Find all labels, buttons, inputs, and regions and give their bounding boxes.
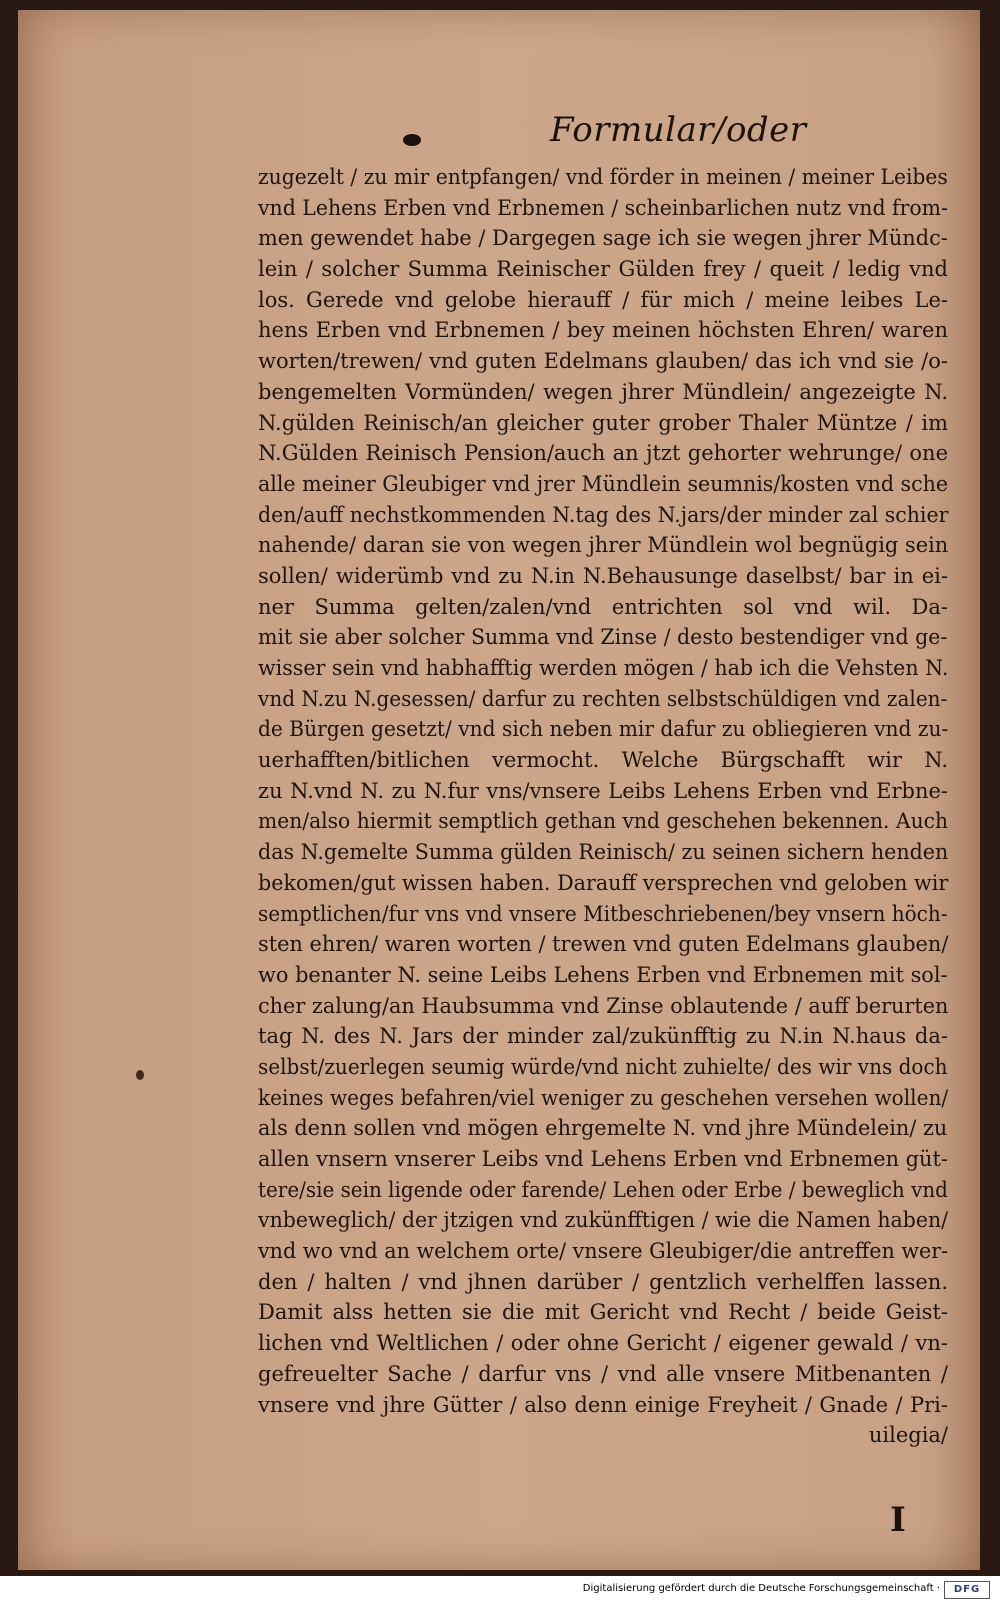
footer-bar bbox=[0, 1576, 1000, 1604]
text-line: den / halten / vnd jhnen darüber / gentzlich verhelffen lassen. bbox=[258, 1269, 948, 1294]
text-line: den/auff nechstkommenden N.tag des N.jars/der minder zal schier bbox=[258, 502, 949, 527]
text-line: selbst/zuerlegen seumig würde/vnd nicht zuhielte/ des wir vns doch bbox=[258, 1054, 948, 1079]
catchword: I bbox=[890, 1500, 906, 1540]
text-line: tere/sie sein ligende oder farende/ Lehen oder Erbe / beweglich vnd bbox=[258, 1177, 948, 1202]
text-line: allen vnsern vnserer Leibs vnd Lehens Erben vnd Erbnemen güt- bbox=[258, 1147, 948, 1171]
text-line: worten/trewen/ vnd guten Edelmans glauben/ das ich vnd sie /o- bbox=[258, 349, 948, 374]
funding-credit: Digitalisierung gefördert durch die Deutsche Forschungsgemeinschaft · bbox=[582, 1583, 940, 1594]
text-line: bengemelten Vormünden/ wegen jhrer Mündlein/ angezeigte N. bbox=[258, 379, 948, 404]
text-line: men gewendet habe / Dargegen sage ich sie wegen jhrer Mündc- bbox=[258, 226, 948, 251]
text-line: sten ehren/ waren worten / trewen vnd guten Edelmans glauben/ bbox=[258, 932, 949, 957]
text-line: gefreuelter Sache / darfur vns / vnd alle vnsere Mitbenanten / bbox=[258, 1361, 948, 1386]
text-line: lein / solcher Summa Reinischer Gülden frey / queit / ledig vnd bbox=[258, 257, 948, 282]
text-line: N.gülden Reinisch/an gleicher guter grober Thaler Müntze / im bbox=[258, 410, 948, 435]
text-line: als denn sollen vnd mögen ehrgemelte N. vnd jhre Mündelein/ zu bbox=[258, 1116, 948, 1141]
text-line: wo benanter N. seine Leibs Lehens Erben vnd Erbnemen mit sol- bbox=[258, 962, 948, 987]
text-line: bekomen/gut wissen haben. Darauff versprechen vnd geloben wir bbox=[258, 870, 949, 895]
text-line: wisser sein vnd habhafftig werden mögen / hab ich die Vehsten N. bbox=[258, 656, 949, 680]
body-text bbox=[258, 162, 948, 1451]
text-line: tag N. des N. Jars der minder zal/zukünfftig zu N.in N.haus da- bbox=[258, 1024, 948, 1049]
text-line: Damit alss hetten sie die mit Gericht vnd Recht / beide Geist- bbox=[258, 1300, 948, 1325]
text-line: semptlichen/fur vns vnd vnsere Mitbeschriebenen/bey vnsern höch- bbox=[258, 901, 948, 926]
text-line: hens Erben vnd Erbnemen / bey meinen höchsten Ehren/ waren bbox=[258, 318, 948, 343]
text-line: men/also hiermit semptlich gethan vnd geschehen bekennen. Auch bbox=[258, 809, 949, 834]
text-line: zugezelt / zu mir entpfangen/ vnd förder in meinen / meiner Leibes bbox=[258, 165, 948, 189]
text-line: N.Gülden Reinisch Pension/auch an jtzt gehorter wehrunge/ one bbox=[258, 441, 948, 466]
ink-blot bbox=[403, 134, 421, 146]
text-line: uilegia/ bbox=[868, 1423, 948, 1448]
text-line: das N.gemelte Summa gülden Reinisch/ zu seinen sichern henden bbox=[258, 840, 949, 865]
text-line: vnd wo vnd an welchem orte/ vnsere Gleubiger/die antreffen wer- bbox=[258, 1239, 949, 1264]
text-line: vnsere vnd jhre Gütter / also denn einige Freyheit / Gnade / Pri- bbox=[258, 1392, 948, 1417]
text-line: lichen vnd Weltlichen / oder ohne Gericht / eigener gewald / vn- bbox=[258, 1331, 948, 1356]
text-line: cher zalung/an Haubsumma vnd Zinse oblautende / auff berurten bbox=[258, 993, 949, 1018]
text-line: de Bürgen gesetzt/ vnd sich neben mir dafur zu obliegieren vnd zu- bbox=[258, 717, 949, 742]
book-page bbox=[18, 10, 980, 1570]
text-line: uerhafften/bitlichen vermocht. Welche Bürgschafft wir N. bbox=[258, 748, 948, 773]
text-line: keines weges befahren/viel weniger zu geschehen versehen wollen/ bbox=[258, 1085, 949, 1110]
text-line: vnd Lehens Erben vnd Erbnemen / scheinbarlichen nutz vnd from- bbox=[258, 195, 948, 220]
page-speck bbox=[136, 1070, 144, 1080]
text-line: ner Summa gelten/zalen/vnd entrichten sol vnd wil. Da- bbox=[258, 594, 948, 619]
text-line: zu N.vnd N. zu N.fur vns/vnsere Leibs Lehens Erben vnd Erbne- bbox=[258, 778, 948, 803]
text-line: alle meiner Gleubiger vnd jrer Mündlein seumnis/kosten vnd sche bbox=[258, 471, 949, 496]
running-head: Formular/oder bbox=[550, 110, 807, 150]
text-line: vnd N.zu N.gesessen/ darfur zu rechten selbstschüldigen vnd zalen- bbox=[258, 686, 948, 711]
text-line: mit sie aber solcher Summa vnd Zinse / desto bestendiger vnd ge- bbox=[258, 625, 948, 650]
dfg-logo: DFG bbox=[944, 1581, 990, 1599]
text-line: los. Gerede vnd gelobe hierauff / für mich / meine leibes Le- bbox=[258, 287, 948, 312]
text-line: sollen/ widerümb vnd zu N.in N.Behausunge daselbst/ bar in ei- bbox=[258, 563, 948, 588]
text-line: vnbeweglich/ der jtzigen vnd zukünfftigen / wie die Namen haben/ bbox=[258, 1208, 949, 1233]
text-line: nahende/ daran sie von wegen jhrer Mündlein wol begnügig sein bbox=[258, 533, 949, 558]
